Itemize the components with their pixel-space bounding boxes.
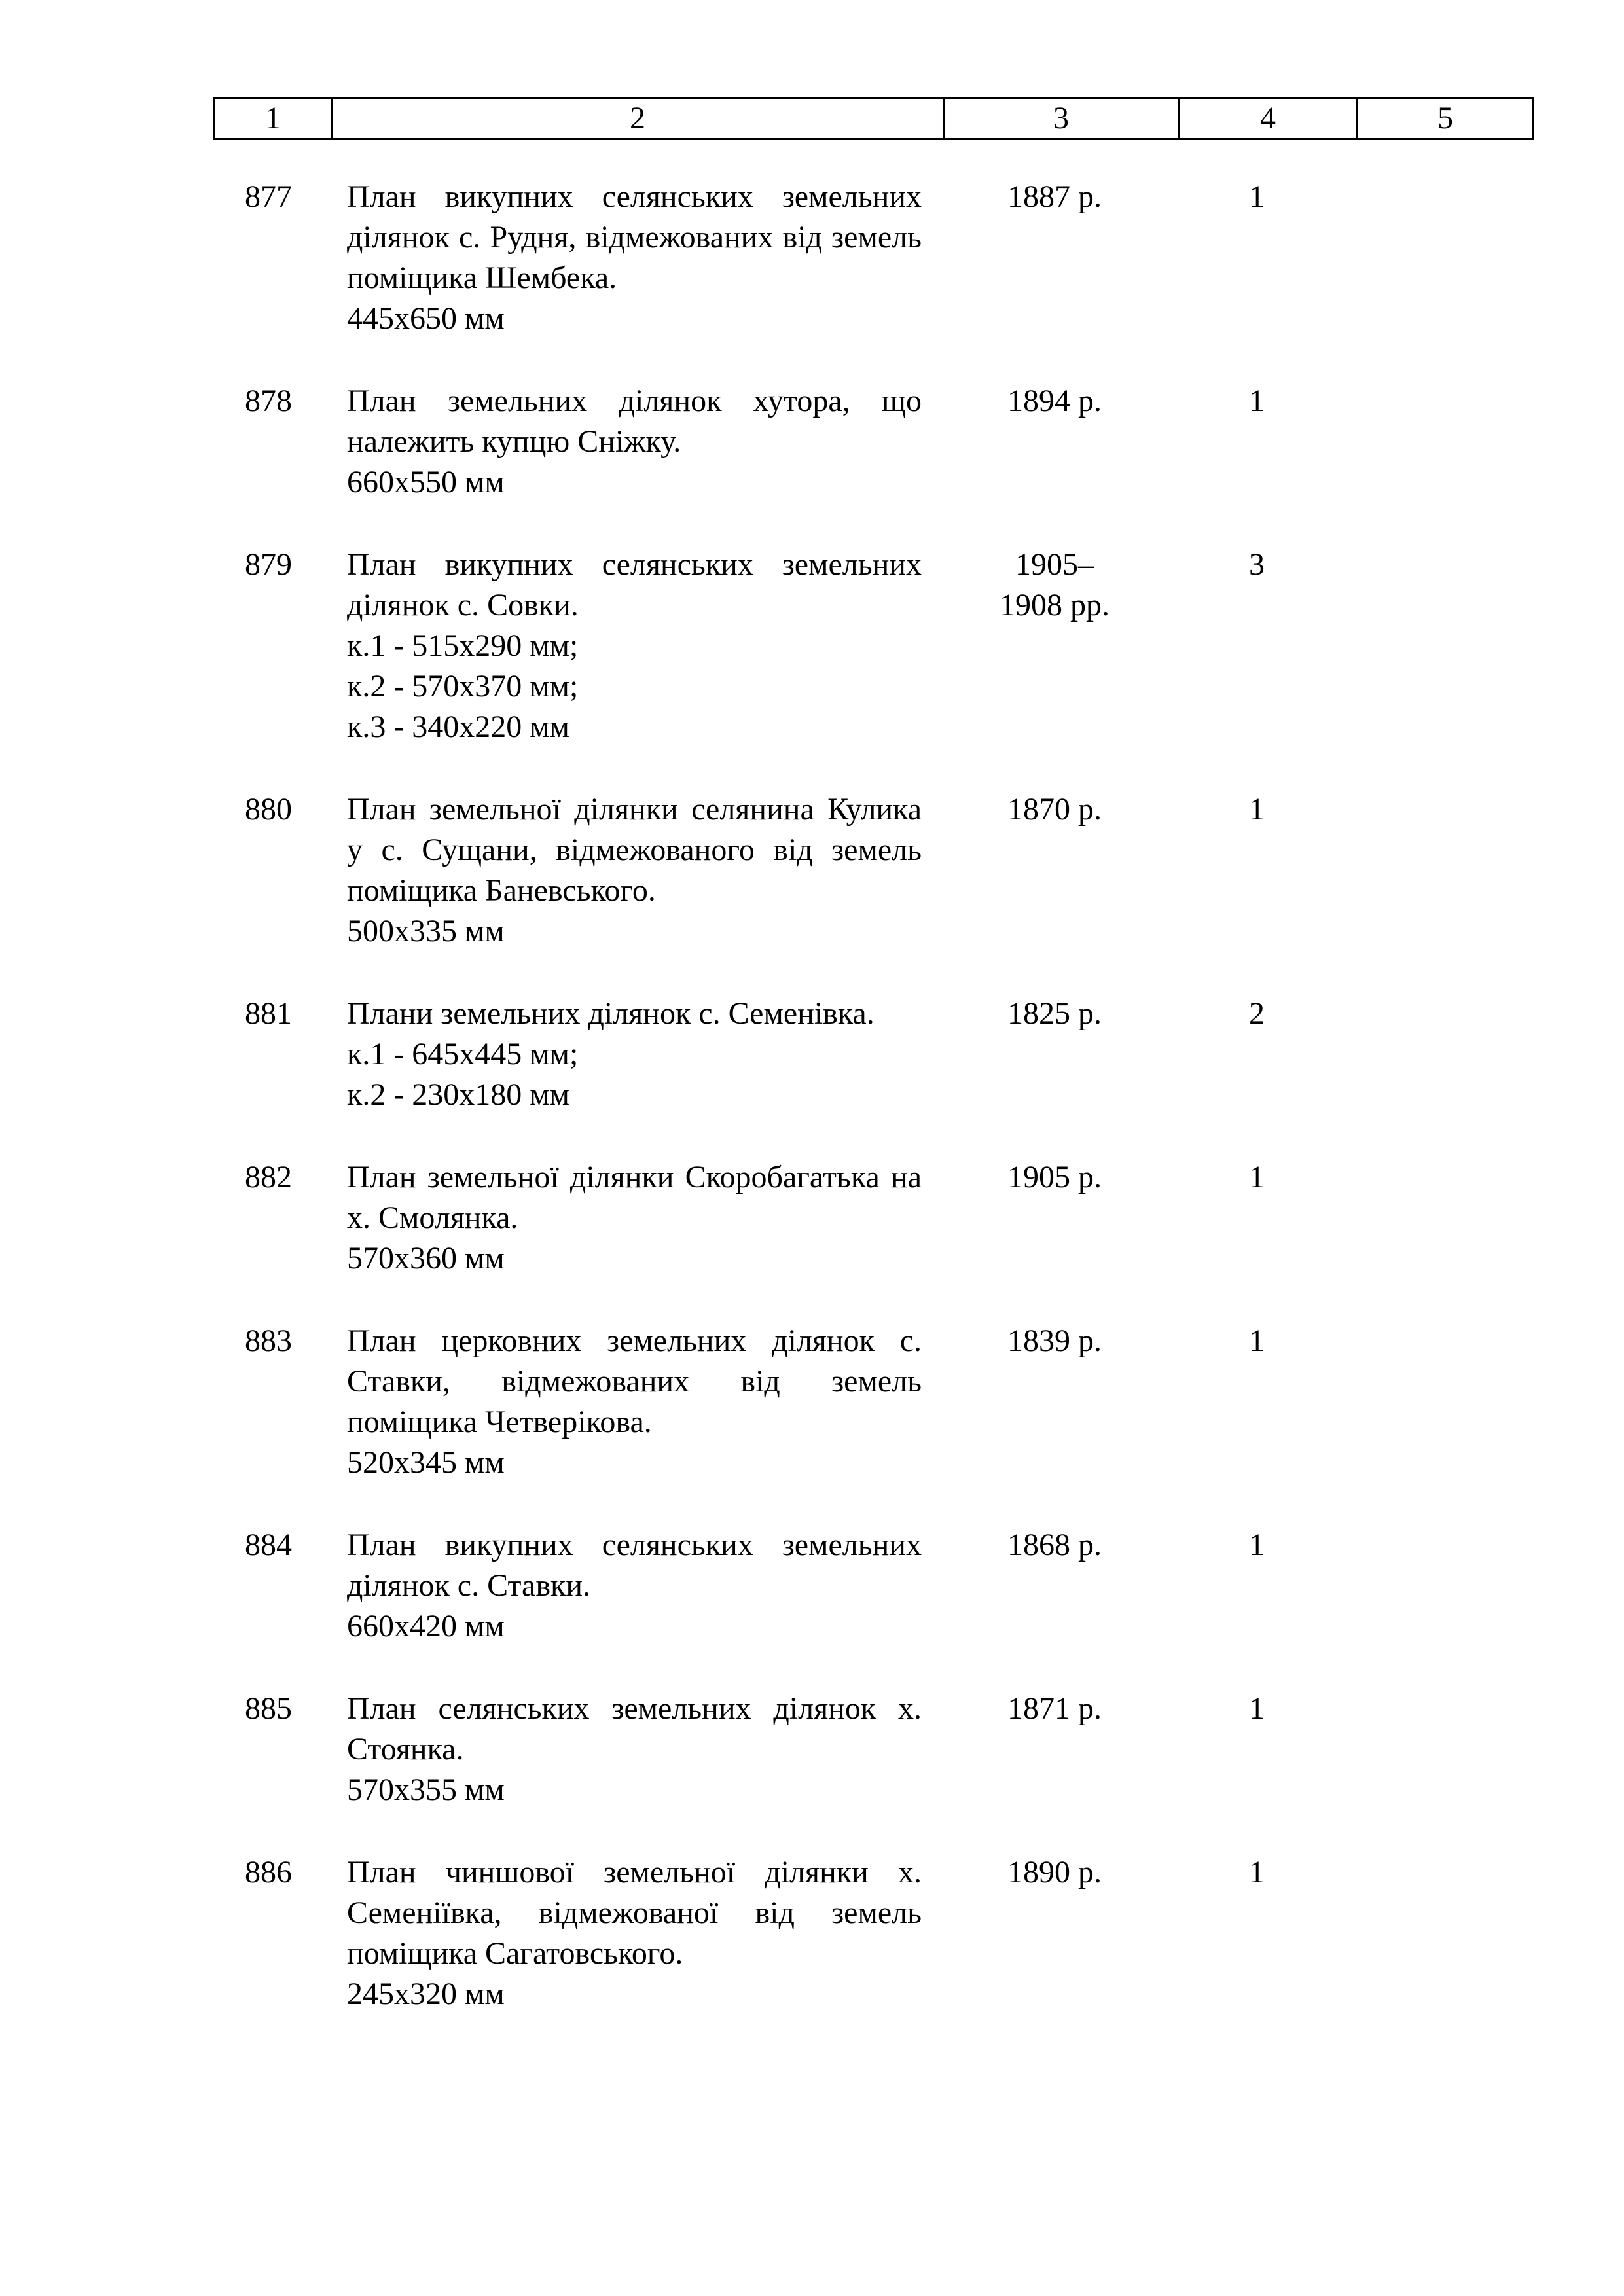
entry-size: 245х320 мм	[347, 1977, 505, 2011]
entry-description	[347, 545, 922, 747]
entry-date-line: 1868 р.	[1007, 1528, 1102, 1562]
entry-title: План церковних земельних ділянок с. Ставки, відмежованих від земель поміщика Четверікова.	[347, 1323, 922, 1439]
entry-date-line: 1870 р.	[1007, 792, 1102, 827]
entry-date-line: 1905 р.	[1007, 1160, 1102, 1194]
entry-date	[953, 994, 1156, 1034]
entry-title: План викупних селянських земельних ділянок с. Рудня, відмежованих від земель поміщика Шембека.	[347, 179, 922, 295]
entry-quantity: 2	[1249, 996, 1265, 1031]
catalog-entry	[0, 789, 1624, 952]
entry-size: 660х550 мм	[347, 465, 505, 499]
entry-title: План викупних селянських земельних ділянок с. Ставки.	[347, 1528, 922, 1603]
column-header-3: 3	[944, 98, 1179, 139]
entry-size: 570х355 мм	[347, 1772, 505, 1807]
catalog-entries	[0, 177, 1624, 2015]
column-header-5: 5	[1358, 98, 1534, 139]
column-header-1: 1	[215, 98, 332, 139]
catalog-entry	[0, 1321, 1624, 1483]
entry-quantity: 1	[1249, 1528, 1265, 1562]
entry-number: 886	[245, 1855, 292, 1890]
entry-size: к.3 - 340х220 мм	[347, 709, 570, 744]
entry-description	[347, 1321, 922, 1483]
entry-size: к.2 - 230х180 мм	[347, 1077, 570, 1112]
entry-size: к.1 - 645х445 мм;	[347, 1037, 579, 1071]
entry-quantity: 1	[1249, 179, 1265, 214]
entry-date	[953, 177, 1156, 217]
entry-date	[953, 1689, 1156, 1729]
catalog-entry	[0, 177, 1624, 339]
entry-date-line: 1871 р.	[1007, 1691, 1102, 1726]
entry-title: План земельної ділянки Скоробагатька на х. Смолянка.	[347, 1160, 922, 1235]
entry-number: 883	[245, 1323, 292, 1358]
entry-title: План чиншової земельної ділянки х. Семеніївка, відмежованої від земель поміщика Сагатовського.	[347, 1855, 922, 1971]
catalog-entry	[0, 994, 1624, 1115]
entry-quantity: 1	[1249, 1855, 1265, 1890]
entry-description	[347, 789, 922, 952]
entry-number: 881	[245, 996, 292, 1031]
entry-date	[953, 1852, 1156, 1893]
entry-description	[347, 1852, 922, 2015]
entry-date-line: 1839 р.	[1007, 1323, 1102, 1358]
entry-date	[953, 1525, 1156, 1566]
entry-description	[347, 994, 922, 1115]
entry-quantity: 1	[1249, 384, 1265, 418]
entry-number: 885	[245, 1691, 292, 1726]
entry-title: План селянських земельних ділянок х. Стоянка.	[347, 1691, 922, 1767]
catalog-entry	[0, 1689, 1624, 1810]
entry-title: План земельної ділянки селянина Кулика у с. Сущани, відмежованого від земель поміщика Баневського.	[347, 792, 922, 908]
catalog-entry	[0, 381, 1624, 503]
entry-quantity: 1	[1249, 1160, 1265, 1194]
entry-number: 877	[245, 179, 292, 214]
entry-description	[347, 1689, 922, 1810]
entry-number: 884	[245, 1528, 292, 1562]
entry-size: 445х650 мм	[347, 301, 505, 336]
catalog-entry	[0, 1852, 1624, 2015]
entry-date	[953, 1321, 1156, 1361]
column-header-4: 4	[1179, 98, 1358, 139]
entry-size: 570х360 мм	[347, 1241, 505, 1276]
entry-date-line: 1908 рр.	[1000, 588, 1110, 622]
entry-quantity: 3	[1249, 547, 1265, 582]
entry-date-line: 1825 р.	[1007, 996, 1102, 1031]
entry-size: 500х335 мм	[347, 914, 505, 948]
entry-description	[347, 177, 922, 339]
entry-size: к.1 - 515х290 мм;	[347, 628, 579, 663]
entry-size: 520х345 мм	[347, 1445, 505, 1480]
column-header-2: 2	[332, 98, 944, 139]
entry-size: 660х420 мм	[347, 1609, 505, 1643]
column-header-table	[213, 97, 1534, 140]
entry-description	[347, 1525, 922, 1647]
entry-title: План земельних ділянок хутора, що належить купцю Сніжку.	[347, 384, 922, 459]
catalog-entry	[0, 1157, 1624, 1279]
entry-size: к.2 - 570х370 мм;	[347, 669, 579, 704]
entry-description	[347, 381, 922, 503]
entry-quantity: 1	[1249, 792, 1265, 827]
entry-date	[953, 1157, 1156, 1198]
entry-title: Плани земельних ділянок с. Семенівка.	[347, 996, 875, 1031]
catalog-entry	[0, 545, 1624, 747]
entry-date	[953, 381, 1156, 422]
entry-number: 880	[245, 792, 292, 827]
entry-description	[347, 1157, 922, 1279]
entry-date-line: 1887 р.	[1007, 179, 1102, 214]
entry-title: План викупних селянських земельних ділянок с. Совки.	[347, 547, 922, 622]
entry-quantity: 1	[1249, 1323, 1265, 1358]
entry-number: 879	[245, 547, 292, 582]
entry-date	[953, 545, 1156, 626]
column-header-row	[215, 98, 1534, 139]
entry-date-line: 1894 р.	[1007, 384, 1102, 418]
entry-number: 882	[245, 1160, 292, 1194]
entry-quantity: 1	[1249, 1691, 1265, 1726]
catalog-entry	[0, 1525, 1624, 1647]
entry-date	[953, 789, 1156, 830]
entry-date-line: 1890 р.	[1007, 1855, 1102, 1890]
entry-date-line: 1905–	[1015, 547, 1094, 582]
entry-number: 878	[245, 384, 292, 418]
